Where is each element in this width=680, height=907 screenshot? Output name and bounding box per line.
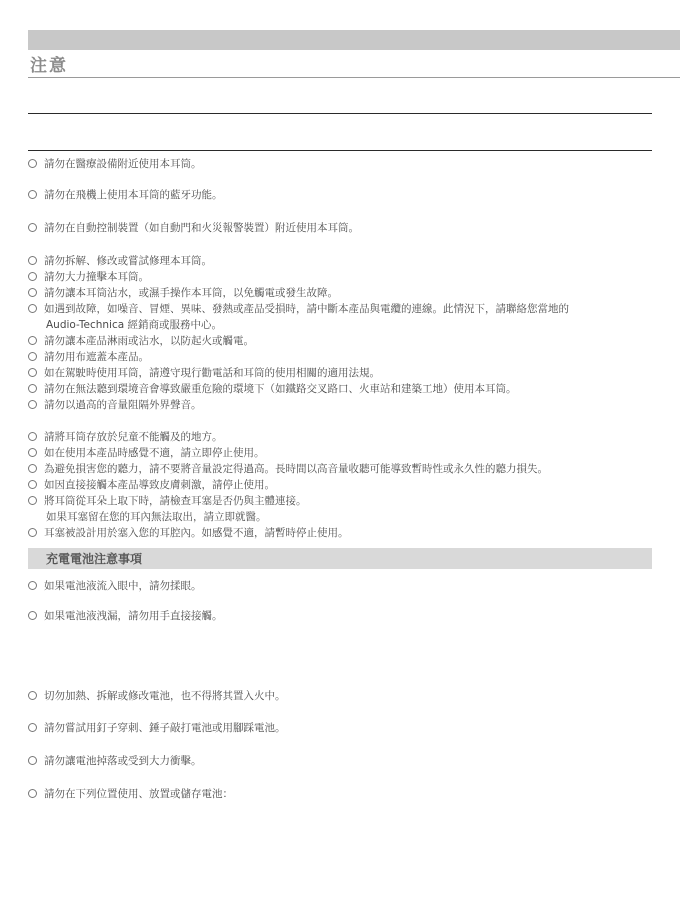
list-item: 耳塞被設計用於塞入您的耳腔內。如感覺不適，請暫時停止使用。 (28, 525, 668, 541)
list-item: 如果電池液洩漏，請勿用手直接接觸。 (28, 608, 668, 624)
bullet-icon (28, 256, 37, 265)
bullet-icon (28, 756, 37, 765)
list-item: 請勿讓本耳筒沾水，或濕手操作本耳筒，以免觸電或發生故障。 (28, 285, 668, 301)
list-item: 請勿在無法聽到環境音會導致嚴重危險的環境下（如鐵路交叉路口、火車站和建築工地）使用本耳筒。 (28, 381, 668, 397)
list-item: 請將耳筒存放於兒童不能觸及的地方。 (28, 429, 668, 445)
list-item: 請勿在飛機上使用本耳筒的藍牙功能。 (28, 187, 668, 203)
list-item: 請勿用布遮蓋本產品。 (28, 349, 668, 365)
bullet-icon (28, 496, 37, 505)
list-item: 請勿嘗試用釘子穿刺、錘子敲打電池或用腳踩電池。 (28, 720, 668, 736)
list-item: 請勿讓電池掉落或受到大力衝擊。 (28, 753, 668, 769)
bullet-icon (28, 611, 37, 620)
bullet-icon (28, 223, 37, 232)
list-item-continuation: Audio-Technica 經銷商或服務中心。 (46, 319, 222, 331)
list-item: 將耳筒從耳朵上取下時，請檢查耳塞是否仍與主體連接。 (28, 493, 668, 509)
bullet-icon (28, 288, 37, 297)
bullet-icon (28, 723, 37, 732)
bullet-icon (28, 159, 37, 168)
list-item: 請勿讓本產品淋雨或沾水，以防起火或觸電。 (28, 333, 668, 349)
bullet-icon (28, 384, 37, 393)
list-item: 請勿在自動控制裝置（如自動門和火災報警裝置）附近使用本耳筒。 (28, 220, 668, 236)
bullet-icon (28, 272, 37, 281)
divider-bottom (28, 150, 652, 151)
list-item: 為避免損害您的聽力，請不要將音量設定得過高。長時間以高音量收聽可能導致暫時性或永久性的聽力損失。 (28, 461, 668, 477)
list-item: 請勿大力撞擊本耳筒。 (28, 269, 668, 285)
list-item: 如在使用本產品時感覺不適，請立即停止使用。 (28, 445, 668, 461)
page-title: 注意 (30, 56, 68, 76)
bullet-icon (28, 581, 37, 590)
bullet-icon (28, 352, 37, 361)
list-item: 切勿加熱、拆解或修改電池，也不得將其置入火中。 (28, 688, 668, 704)
bullet-icon (28, 448, 37, 457)
list-item: 請勿在醫療設備附近使用本耳筒。 (28, 156, 668, 172)
list-item: 如因直接接觸本產品導致皮膚刺激，請停止使用。 (28, 477, 668, 493)
bullet-icon (28, 368, 37, 377)
list-item: 請勿以過高的音量阻隔外界聲音。 (28, 397, 668, 413)
list-item: 如果電池液流入眼中，請勿揉眼。 (28, 578, 668, 594)
bullet-icon (28, 480, 37, 489)
bullet-icon (28, 464, 37, 473)
bullet-icon (28, 190, 37, 199)
bullet-icon (28, 304, 37, 313)
bullet-icon (28, 336, 37, 345)
bullet-icon (28, 789, 37, 798)
list-item-continuation: 如果耳塞留在您的耳內無法取出，請立即就醫。 (46, 511, 267, 523)
section-title: 充電電池注意事項 (46, 552, 143, 566)
bullet-icon (28, 432, 37, 441)
title-divider (28, 77, 680, 78)
list-item: 如遇到故障，如噪音、冒煙、異味、發熱或產品受損時，請中斷本產品與電纜的連線。此情況下，請聯絡您當地的 (28, 301, 668, 317)
header-bar (28, 30, 680, 50)
bullet-icon (28, 691, 37, 700)
bullet-icon (28, 400, 37, 409)
list-item: 請勿拆解、修改或嘗試修理本耳筒。 (28, 253, 668, 269)
list-item: 如在駕駛時使用耳筒，請遵守現行勸電話和耳筒的使用相關的適用法規。 (28, 365, 668, 381)
divider-top (28, 113, 652, 114)
list-item: 請勿在下列位置使用、放置或儲存電池： (28, 786, 668, 802)
bullet-icon (28, 528, 37, 537)
